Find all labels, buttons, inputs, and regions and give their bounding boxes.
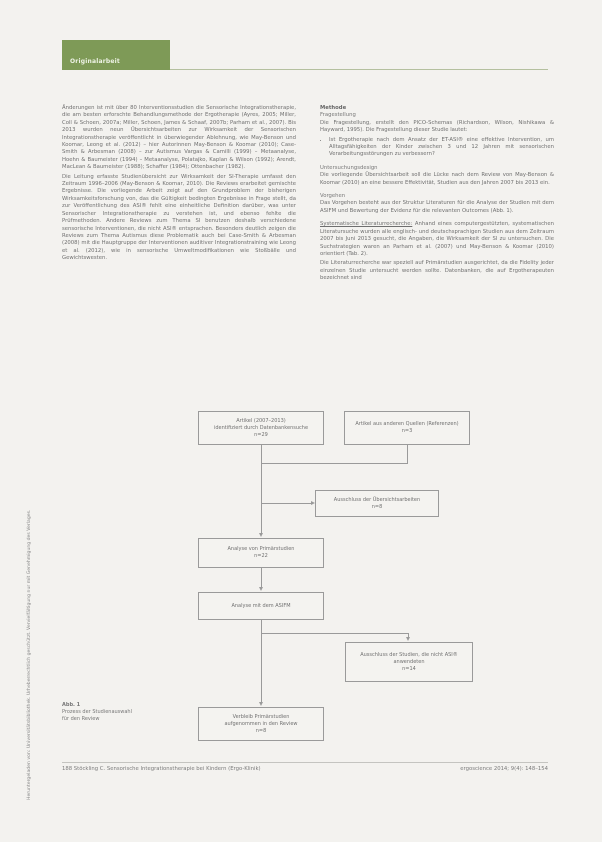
flowchart-box-line: Artikel aus anderen Quellen (Referenzen) [355, 421, 459, 427]
footer-journal: ergoscience 2014; 9(4): 148–154 [460, 766, 548, 772]
flowchart-box-included [198, 707, 324, 741]
section-label: Originalarbeit [70, 58, 120, 65]
figure-caption [62, 702, 132, 723]
flowchart-box-line: n=29 [254, 431, 268, 438]
design-heading: Untersuchungsdesign [320, 164, 378, 171]
flowchart-box-line: Analyse mit dem ASIFM [231, 602, 291, 609]
flowchart-box-line: aufgenommen in den Review [224, 720, 298, 727]
left-column [62, 105, 296, 265]
search-paragraph [320, 221, 554, 258]
flowchart-connector [261, 568, 262, 589]
right-column [320, 105, 554, 285]
flowchart-connector [261, 633, 409, 634]
flowchart-box-line: Analyse von Primärstudien [227, 546, 295, 552]
flowchart-box-line: Ausschluss der Übersichtsarbeiten [333, 496, 421, 503]
flowchart-arrow [406, 637, 410, 641]
closing-text: Die Literaturrecherche war speziell auf Primärstudien ausgerichtet, da die Fidelity jeder einzelnen Studie untersucht werden sollte. Datenbanken, die auf Ergotherapeuten bezeichnet sind [320, 260, 554, 282]
figure-label: Abb. 1 [62, 702, 81, 708]
flowchart-box-line: Ausschluss der Studien, die nicht ASI® [360, 651, 458, 658]
flowchart-box-other-sources [344, 411, 470, 445]
flowchart-connector [261, 463, 262, 535]
flowchart-box-line: n=22 [254, 553, 268, 559]
flowchart-box-line: identifiziert durch Datenbankensuche [213, 424, 309, 431]
flowchart-box-exclude-non-asi [345, 642, 473, 682]
flowchart-box-line: n=14 [402, 665, 416, 672]
flowchart-box-line: n=8 [371, 503, 383, 510]
flowchart-box-line: anwendeten [393, 658, 425, 665]
flowchart-connector [261, 463, 408, 464]
flowchart-box-exclude-reviews [315, 490, 439, 517]
search-text: Anhand eines computergestützten, systematischen Literatursuche wurden alle englisch- und deutschsprachigen Studien aus dem Zeitraum 2007 bis Juni 2013 gesucht, die Angaben, die Wirksamkeit der SI zu untersuchen. Die Suchstrategien waren an Parham et al. (2007) und May-Benson & Koomar (2010) orientiert (Tab. 2). [320, 221, 554, 257]
question-text: Die Fragestellung, erstellt den PICO-Schemas (Richardson, Wilson, Nishikawa & Hayward, 1995). Die Fragestellung dieser Studie lautet: [320, 119, 554, 134]
header-rule [170, 69, 548, 70]
section-tab [62, 40, 170, 70]
question-heading: Fragestellung [320, 112, 356, 119]
flowchart-box-asifm [198, 592, 324, 620]
flowchart-arrow [259, 533, 263, 537]
side-copyright-note: Heruntergeladen von: Universitätsbibliothek. Urheberrechtlich geschützt. Vervielfältigung nur mit Genehmigung des Verlages. [27, 509, 32, 800]
flowchart-box-line: Verbleib Primärstudien [232, 713, 290, 720]
body-paragraph: Die Leitung erfasste Studienübersicht zur Wirksamkeit der SI-Therapie umfasst den Zeitraum 1996–2006 (May-Benson & Koomar, 2010). Die Reviews erarbeitet gemischte Ergebnisse. Die vorliegende Arbeit zeigt auf den Grundproblem der bisherigen Wirksamkeitsforschung von, das die Gültigkeit bedingten Ergebnisse in Frage stellt, da zur Veröffentlichung des ASI® fehlt eine einheitliche Definition darüber, was unter Sensorischer Integrationstherapie zu verstehen ist, und ebenso fehlte die Prüfmethoden. Andere Reviews zum Thema SI benutzen deshalb verschiedene sensorische Interventionen, die nicht ASI® entsprachen. Besonders deutlich zeigen die Reviews zum Thema Autismus diese Problematik auch bei Case-Smith & Arbesman (2008) mit die Hauptgruppe der Interventionen auditiver Integrationstraining wie Leong et al. (2012), wie in sensorische Umweltmodifikationen wie Stoßbälle und Gewichtswesten. [62, 173, 296, 262]
flowchart-box-line: n=3 [401, 428, 413, 434]
flowchart-arrow [259, 702, 263, 706]
flowchart-box-line: n=8 [255, 727, 267, 734]
design-text: Die vorliegende Übersichtsarbeit soll die Lücke nach dem Review von May-Benson & Koomar (2010) an eine bessere Effektivität, Studien aus den Jahren 2007 bis 2013 ein. [320, 172, 554, 186]
flowchart-connector [407, 445, 408, 463]
footer-citation: 188 Stöckling C. Sensorische Integrationstherapie bei Kindern (Ergo-Klinik) [62, 766, 261, 772]
procedure-text: Das Vorgehen besteht aus der Struktur Literaturen für die Analyse der Studien mit dem ASIFM und Bewertung der Evidenz für die relevanten Outcomes (Abb. 1). [320, 200, 554, 214]
flowchart-box-line: Artikel (2007–2013) [236, 417, 286, 424]
question-list [320, 137, 554, 159]
footer-rule [62, 762, 548, 763]
body-paragraph: Änderungen ist mit über 80 Interventionsstudien die Sensorische Integrationstherapie, die am besten erforschte Behandlungsmethode der Ergotherapie (Ayres, 2005; Miller, Coll & Schoen, 2007a; Miller, Schoen, James & Schaaf, 2007b; Parham et al., 2007). Bis 2013 wurden neun Übersichtsarbeiten zur Wirksamkeit der Sensorischen Integrationstherapie veröffentlicht in überwiegender Ablehnung, wie May-Benson und Koomar, Leong et al. (2012) – hier Autorinnen May-Benson & Koomar (2010); Case-Smith & Arbesman (2008) – zur Autismus Vargas & Camilli (1999) – Metaanalyse, Hoehn & Baumeister (1994) – Metaanalyse, Polatajko, Kaplan & Wilson (1992); Arendt, MacLean & Baumeister (1988); Schaffer (1984); Ottenbacher (1982). [62, 105, 296, 171]
flowchart-connector [261, 445, 262, 463]
flowchart-connector [261, 503, 313, 504]
flowchart-box-primary-studies [198, 538, 324, 568]
question-bullet: • Ist Ergotherapie nach dem Ansatz der ET-ASI® eine effektive Intervention, um Alltagsfähigkeiten der Kinder zwischen 3 und 12 Jahren mit sensorischen Verarbeitungsstörungen zu verbessern? [329, 137, 554, 159]
search-label: Systematische Literaturrecherche: [320, 221, 413, 228]
flowchart-arrow [259, 587, 263, 591]
figure-caption-text: Prozess der Studienauswahl für den Review [62, 709, 132, 722]
methods-heading: Methode [320, 105, 347, 111]
flowchart-box-articles [198, 411, 324, 445]
procedure-heading: Vorgehen [320, 193, 346, 200]
